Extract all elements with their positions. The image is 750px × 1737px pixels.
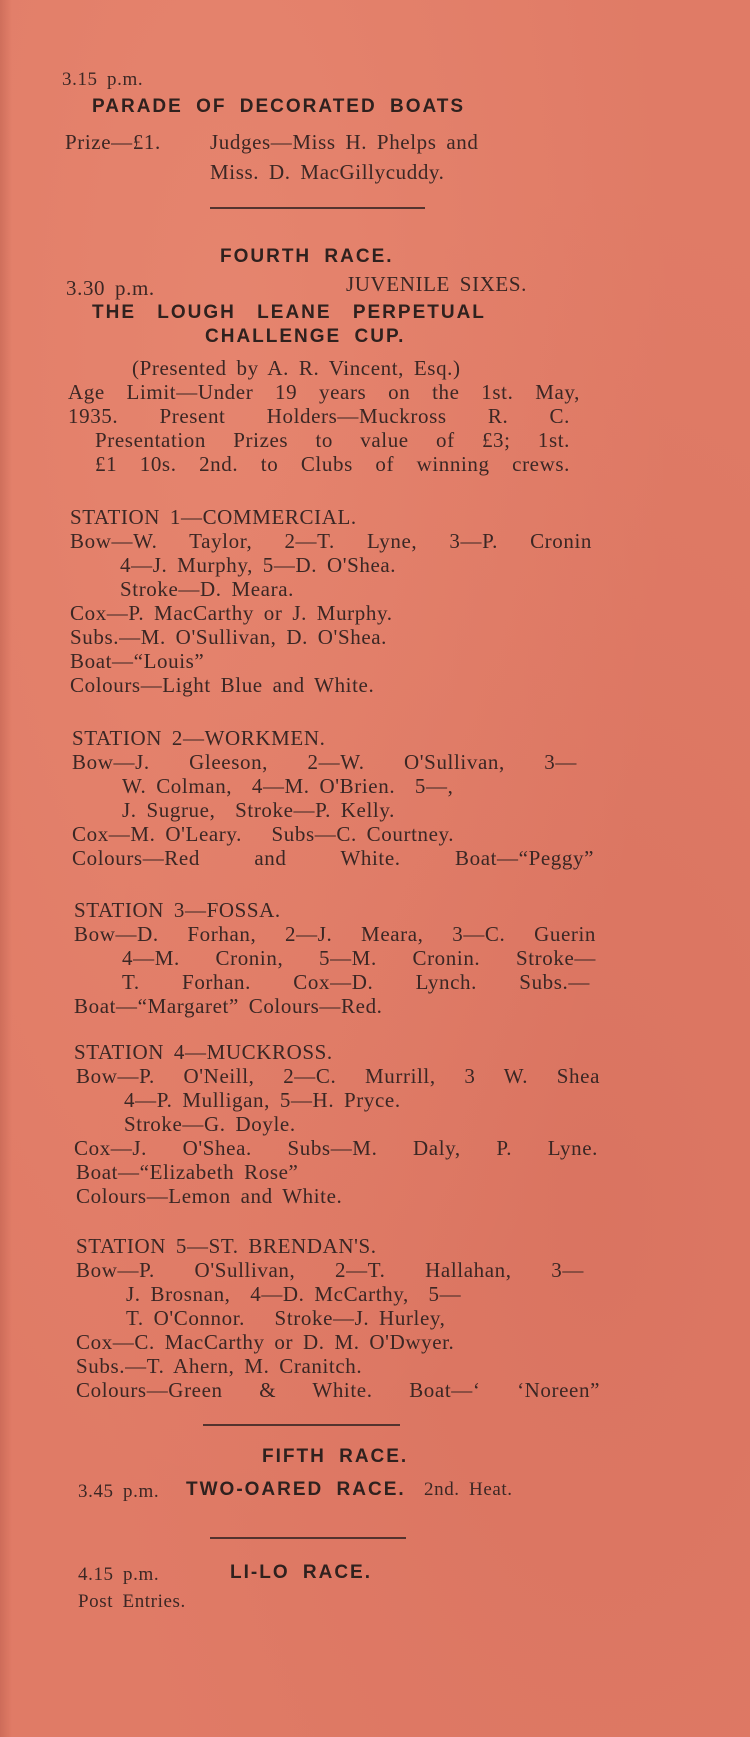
station-title: STATION 2—WORKMEN.: [72, 726, 326, 750]
station-title: STATION 5—ST. BRENDAN'S.: [76, 1234, 377, 1258]
crew-line: Stroke—G. Doyle.: [124, 1112, 296, 1136]
race-details: Age Limit—Under 19 years on the 1st. May,: [68, 380, 580, 404]
crew-line: Cox—J. O'Shea. Subs—M. Daly, P. Lyne.: [74, 1136, 598, 1160]
crew-line: 4—P. Mulligan, 5—H. Pryce.: [124, 1088, 401, 1112]
crew-line: Cox—M. O'Leary. Subs—C. Courtney.: [72, 822, 455, 846]
crew-line: Colours—Light Blue and White.: [70, 673, 375, 697]
fifth-race-time: 3.45 p.m.: [78, 1481, 160, 1502]
race-details: 1935. Present Holders—Muckross R. C.: [68, 404, 570, 428]
divider: [203, 1424, 400, 1426]
race-details: Presentation Prizes to value of £3; 1st.: [95, 428, 570, 452]
crew-line: T. O'Connor. Stroke—J. Hurley,: [126, 1306, 446, 1330]
crew-line: T. Forhan. Cox—D. Lynch. Subs.—: [122, 970, 590, 994]
crew-line: Cox—P. MacCarthy or J. Murphy.: [70, 601, 393, 625]
crew-line: 4—M. Cronin, 5—M. Cronin. Stroke—: [122, 946, 596, 970]
fifth-race-note: 2nd. Heat.: [424, 1479, 513, 1500]
crew-line: Boat—“Elizabeth Rose”: [76, 1160, 299, 1184]
parade-judges: Judges—Miss H. Phelps and: [210, 130, 479, 154]
crew-line: Bow—P. O'Neill, 2—C. Murrill, 3 W. Shea: [76, 1064, 600, 1088]
crew-line: Bow—P. O'Sullivan, 2—T. Hallahan, 3—: [76, 1258, 584, 1282]
station-title: STATION 4—MUCKROSS.: [74, 1040, 333, 1064]
parade-time: 3.15 p.m.: [62, 69, 144, 90]
crew-line: W. Colman, 4—M. O'Brien. 5—,: [122, 774, 454, 798]
fourth-race-time: 3.30 p.m.: [66, 276, 155, 300]
presented-by: (Presented by A. R. Vincent, Esq.): [132, 356, 461, 380]
station-title: STATION 1—COMMERCIAL.: [70, 505, 357, 529]
crew-line: 4—J. Murphy, 5—D. O'Shea.: [120, 553, 397, 577]
crew-line: J. Brosnan, 4—D. McCarthy, 5—: [126, 1282, 462, 1306]
lilo-title: LI-LO RACE.: [230, 1562, 372, 1583]
divider: [210, 207, 425, 209]
fifth-race-title: FIFTH RACE.: [262, 1446, 409, 1467]
lilo-time: 4.15 p.m.: [78, 1564, 160, 1585]
cup-title-cont: CHALLENGE CUP.: [205, 326, 406, 347]
crew-line: Colours—Red and White. Boat—“Peggy”: [72, 846, 594, 870]
lilo-note: Post Entries.: [78, 1591, 186, 1612]
cup-title: THE LOUGH LEANE PERPETUAL: [92, 302, 486, 323]
crew-line: Colours—Lemon and White.: [76, 1184, 343, 1208]
station-title: STATION 3—FOSSA.: [74, 898, 281, 922]
race-details: £1 10s. 2nd. to Clubs of winning crews.: [95, 452, 570, 476]
paper-edge: [0, 0, 12, 1737]
parade-judges-cont: Miss. D. MacGillycuddy.: [210, 160, 445, 184]
crew-line: Bow—W. Taylor, 2—T. Lyne, 3—P. Cronin: [70, 529, 592, 553]
fourth-race-event: JUVENILE SIXES.: [346, 272, 527, 296]
crew-line: Bow—D. Forhan, 2—J. Meara, 3—C. Guerin: [74, 922, 596, 946]
crew-line: Subs.—T. Ahern, M. Cranitch.: [76, 1354, 363, 1378]
divider: [210, 1537, 406, 1539]
crew-line: Boat—“Margaret” Colours—Red.: [74, 994, 383, 1018]
crew-line: Colours—Green & White. Boat—‘ ‘Noreen”: [76, 1378, 600, 1402]
crew-line: J. Sugrue, Stroke—P. Kelly.: [122, 798, 395, 822]
crew-line: Subs.—M. O'Sullivan, D. O'Shea.: [70, 625, 388, 649]
fifth-race-event: TWO-OARED RACE.: [186, 1479, 406, 1500]
crew-line: Stroke—D. Meara.: [120, 577, 294, 601]
parade-prize: Prize—£1.: [65, 130, 161, 154]
crew-line: Bow—J. Gleeson, 2—W. O'Sullivan, 3—: [72, 750, 577, 774]
parade-title: PARADE OF DECORATED BOATS: [92, 96, 466, 117]
crew-line: Boat—“Louis”: [70, 649, 205, 673]
fourth-race-title: FOURTH RACE.: [220, 246, 394, 267]
crew-line: Cox—C. MacCarthy or D. M. O'Dwyer.: [76, 1330, 455, 1354]
